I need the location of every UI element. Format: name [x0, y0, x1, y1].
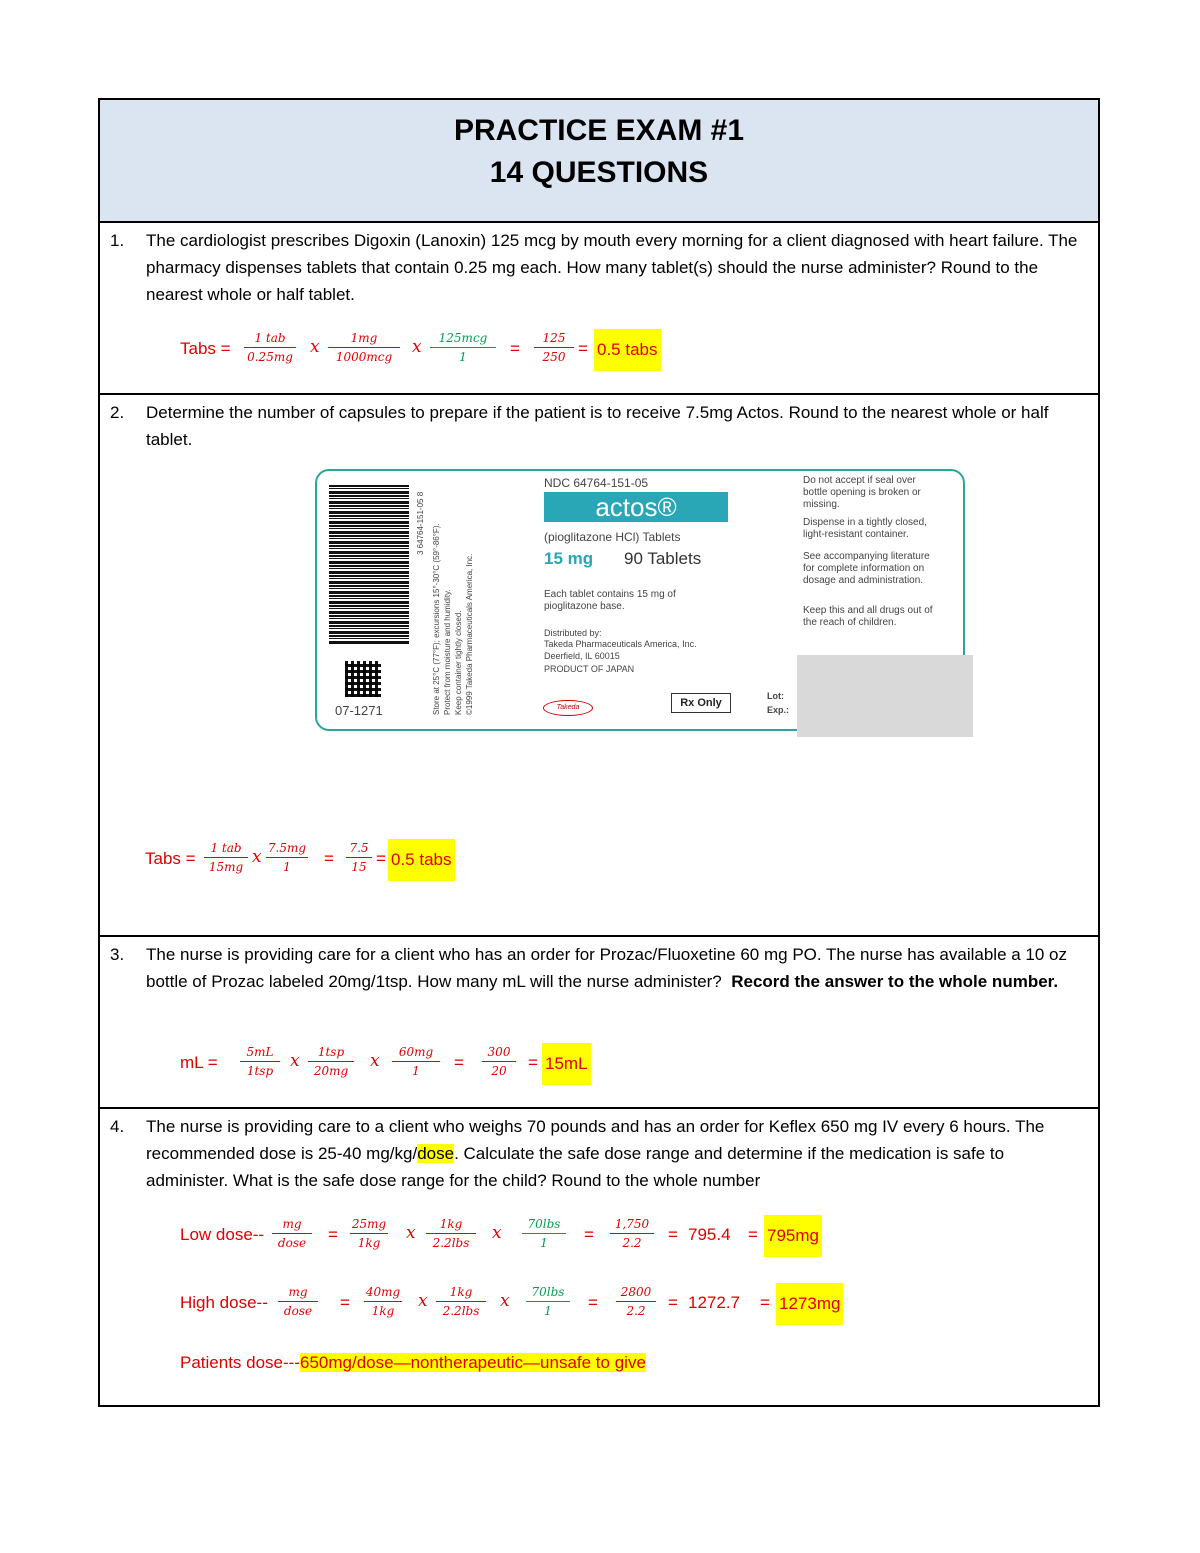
lot-exp-box: [797, 655, 973, 737]
equals-sign: =: [760, 1293, 770, 1312]
high-dose-result: 1272.7: [688, 1293, 740, 1312]
generic-name: (pioglitazone HCl) Tablets: [544, 530, 681, 544]
rx-only-box: Rx Only: [671, 693, 731, 713]
numerator: 70lbs: [527, 1217, 561, 1231]
ndc-number: NDC 64764-151-05: [544, 476, 649, 490]
fraction: [534, 331, 574, 364]
multiply-sign: x: [412, 337, 422, 357]
question-instruction: Record the answer to the whole number.: [731, 972, 1059, 991]
exp-label: Exp.:: [767, 705, 790, 715]
exam-sheet: [98, 98, 1100, 1407]
question-body: The nurse is providing care to a client who weighs 70 pounds and has an order for Keflex 650 mg IV every 6 hours. The recommended dose is 25-40 mg/kg/: [146, 1117, 1045, 1163]
question-body: The nurse is providing care for a client who has an order for Prozac/Fluoxetine 60 mg PO. The nurse has available a 10 oz bottle of Prozac labeled 20mg/1tsp. How many mL will the nurse administer?: [146, 945, 1068, 991]
fraction: [278, 1285, 318, 1318]
actos-drug-label: [311, 465, 973, 737]
numerator: 40mg: [365, 1285, 401, 1299]
storage-text-3: Keep container tightly closed.: [454, 610, 463, 715]
question-number: 2.: [110, 403, 125, 422]
denominator: 15: [346, 857, 372, 874]
question-number: 3.: [110, 945, 125, 964]
calc-label: mL =: [180, 1053, 218, 1072]
equals-sign: =: [376, 849, 386, 868]
multiply-sign: x: [500, 1291, 510, 1311]
equals-sign: =: [340, 1293, 350, 1312]
equals-sign: =: [748, 1225, 758, 1244]
denominator: 1kg: [364, 1301, 402, 1318]
question-text: [146, 1109, 1084, 1194]
numerator: 1kg: [439, 1217, 463, 1231]
numerator: 1kg: [449, 1285, 473, 1299]
denominator: dose: [272, 1233, 312, 1250]
lot-label: Lot:: [767, 691, 784, 701]
question-2: [100, 395, 1098, 937]
equals-sign: =: [584, 1225, 594, 1244]
numerator: 1tsp: [317, 1045, 345, 1059]
fraction: [522, 1217, 566, 1250]
numerator: 60mg: [398, 1045, 434, 1059]
calc-label: Tabs =: [145, 849, 196, 868]
fraction: [350, 1217, 388, 1250]
question-3: [100, 937, 1098, 1109]
denominator: 1kg: [350, 1233, 388, 1250]
fraction: [436, 1285, 486, 1318]
numerator: 5mL: [246, 1045, 274, 1059]
denominator: 2.2: [610, 1233, 654, 1250]
multiply-sign: x: [492, 1223, 502, 1243]
exam-subtitle: 14 QUESTIONS: [489, 156, 709, 189]
numerator: 300: [487, 1045, 511, 1059]
low-dose-label: Low dose--: [180, 1225, 265, 1244]
fraction: [482, 1045, 516, 1078]
fraction: [266, 841, 308, 874]
equals-sign: =: [328, 1225, 338, 1244]
answer-highlight: 15mL: [542, 1043, 591, 1085]
high-dose-answer: 1273mg: [776, 1283, 843, 1325]
question-text: [146, 937, 1084, 995]
question-1: [100, 223, 1098, 395]
denominator: 15mg: [204, 857, 248, 874]
denominator: 1: [266, 857, 308, 874]
highlight-word: dose: [417, 1144, 455, 1163]
fraction: [616, 1285, 656, 1318]
question-text: Determine the number of capsules to prepare if the patient is to receive 7.5mg Actos. Round to the nearest whole or half tablet.: [146, 403, 1049, 449]
equals-sign: =: [528, 1053, 538, 1072]
strength: 15 mg: [544, 549, 594, 568]
warning-literature: See accompanying literature for complete information on dosage and administration.: [803, 551, 930, 586]
equals-sign: =: [578, 339, 588, 358]
question-4: [100, 1109, 1098, 1405]
numerator: 1 tab: [210, 841, 242, 855]
equals-sign: =: [588, 1293, 598, 1312]
multiply-sign: x: [290, 1051, 300, 1071]
fraction: [244, 331, 296, 364]
fraction: [328, 331, 400, 364]
fraction: [430, 331, 496, 364]
datamatrix-code: [345, 661, 381, 697]
exam-title: PRACTICE EXAM #1: [453, 114, 745, 147]
barcode: [329, 485, 409, 645]
label-code: 07-1271: [335, 703, 383, 718]
tablet-count: 90 Tablets: [624, 549, 702, 568]
high-dose-label: High dose--: [180, 1293, 268, 1312]
fraction: [346, 841, 372, 874]
low-dose-result: 795.4: [688, 1225, 731, 1244]
multiply-sign: x: [418, 1291, 428, 1311]
equals-sign: =: [668, 1293, 678, 1312]
numerator: 70lbs: [531, 1285, 565, 1299]
multiply-sign: x: [252, 847, 262, 867]
each-tablet-text: Each tablet contains 15 mg of pioglitazone base.: [544, 589, 676, 612]
fraction: [204, 841, 248, 874]
storage-text: Store at 25°C (77°F); excursions 15°-30°C (59°-86°F).: [432, 523, 441, 715]
denominator: 2.2: [616, 1301, 656, 1318]
question-body-end: . Calculate the safe dose range and determine if the medication is safe to administer. What is the safe dose range for the child? Round to the whole number: [146, 1144, 1005, 1190]
denominator: 1: [430, 347, 496, 364]
numerator: 125: [542, 331, 566, 345]
brand-name: actos®: [544, 492, 728, 522]
fraction: [526, 1285, 570, 1318]
answer-highlight: 0.5 tabs: [388, 839, 455, 881]
numerator: 125mcg: [438, 331, 488, 345]
numerator: 1 tab: [254, 331, 286, 345]
copyright-text: ©1999 Takeda Pharmaceuticals America, Inc.: [465, 553, 474, 715]
question-number: 1.: [110, 231, 125, 250]
fraction: [610, 1217, 654, 1250]
multiply-sign: x: [310, 337, 320, 357]
equals-sign: =: [454, 1053, 464, 1072]
denominator: 2.2lbs: [436, 1301, 486, 1318]
patient-dose-line: [180, 1353, 646, 1373]
equals-sign: =: [668, 1225, 678, 1244]
warning-dispense: Dispense in a tightly closed, light-resistant container.: [803, 517, 927, 540]
equals-sign: =: [324, 849, 334, 868]
denominator: 0.25mg: [244, 347, 296, 364]
multiply-sign: x: [370, 1051, 380, 1071]
equals-sign: =: [510, 339, 520, 358]
denominator: 1000mcg: [328, 347, 400, 364]
numerator: mg: [282, 1217, 302, 1231]
answer-highlight: 0.5 tabs: [594, 329, 661, 371]
patient-dose-label: Patients dose---: [180, 1353, 300, 1372]
denominator: 1: [526, 1301, 570, 1318]
denominator: 1: [392, 1061, 440, 1078]
fraction: [392, 1045, 440, 1078]
numerator: 1,750: [614, 1217, 650, 1231]
question-number: 4.: [110, 1117, 125, 1136]
denominator: 1: [522, 1233, 566, 1250]
warning-seal: Do not accept if seal over bottle opening is broken or missing.: [803, 475, 921, 510]
fraction: [308, 1045, 354, 1078]
low-dose-answer: 795mg: [764, 1215, 822, 1257]
denominator: dose: [278, 1301, 318, 1318]
numerator: mg: [288, 1285, 308, 1299]
distributed-by: Distributed by:: [544, 628, 602, 638]
numerator: 7.5mg: [267, 841, 307, 855]
numerator: 2800: [620, 1285, 652, 1299]
fraction: [272, 1217, 312, 1250]
origin: PRODUCT OF JAPAN: [544, 664, 635, 674]
multiply-sign: x: [406, 1223, 416, 1243]
barcode-number: 3 64764-151-05 8: [416, 491, 425, 555]
fraction: [240, 1045, 280, 1078]
denominator: 20: [482, 1061, 516, 1078]
denominator: 250: [534, 347, 574, 364]
takeda-logo: Takeda: [543, 700, 593, 716]
denominator: 1tsp: [240, 1061, 280, 1078]
fraction: [426, 1217, 476, 1250]
patient-dose-value: 650mg/dose—nontherapeutic—unsafe to give: [300, 1353, 646, 1372]
storage-text-2: Protect from moisture and humidity.: [443, 589, 452, 715]
question-text: The cardiologist prescribes Digoxin (Lanoxin) 125 mcg by mouth every morning for a client diagnosed with heart failure. The pharmacy dispenses tablets that contain 0.25 mg each. How many tablet(s) should the nurse administer? Round to the nearest whole or half tablet.: [146, 231, 1078, 304]
calc-label: Tabs =: [180, 339, 231, 358]
denominator: 20mg: [308, 1061, 354, 1078]
denominator: 2.2lbs: [426, 1233, 476, 1250]
numerator: 1mg: [350, 331, 378, 345]
fraction: [364, 1285, 402, 1318]
numerator: 25mg: [351, 1217, 387, 1231]
exam-header: [100, 100, 1098, 223]
numerator: 7.5: [349, 841, 369, 855]
distributor: Takeda Pharmaceuticals America, Inc. Deerfield, IL 60015: [544, 639, 697, 661]
warning-children: Keep this and all drugs out of the reach of children.: [803, 605, 933, 628]
